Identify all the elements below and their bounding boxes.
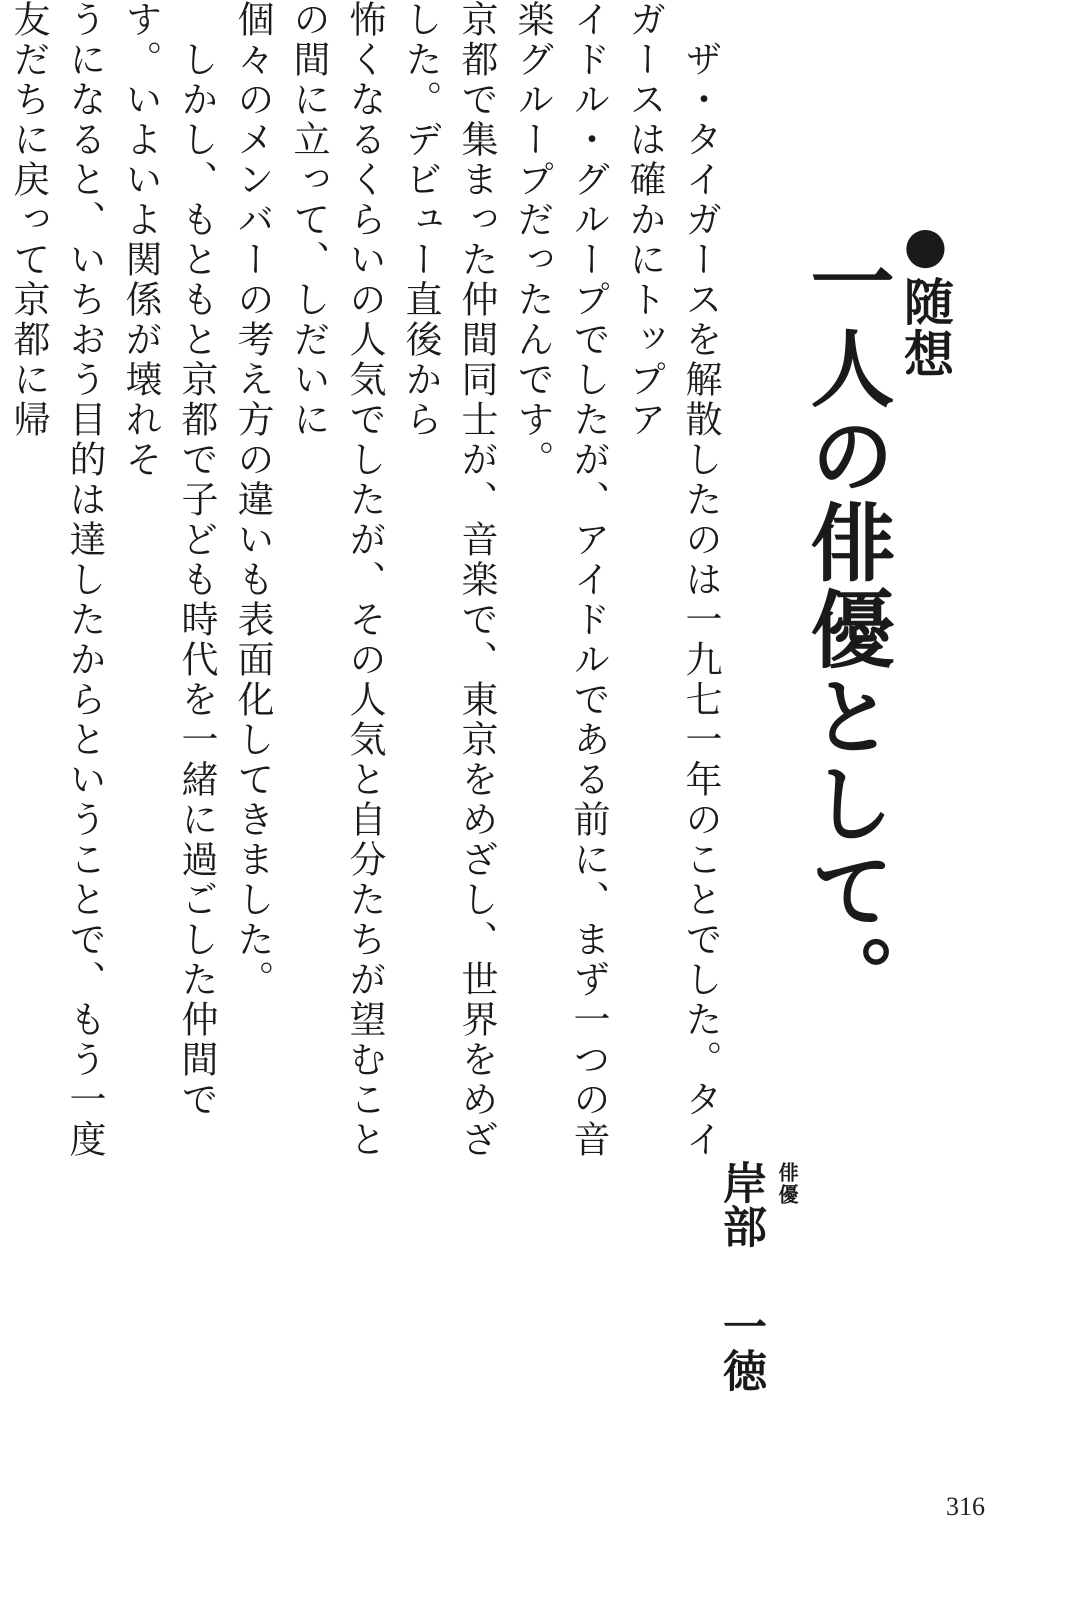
article-title: 一人の俳優として。	[797, 238, 895, 1021]
category-label: 随想	[896, 276, 955, 380]
author-name	[714, 1160, 766, 1392]
category-heading	[896, 215, 954, 380]
body-column: 京都で集まった仲間同士が、音楽で、東京をめざし、世界をめざした。デビュー直後から	[399, 0, 498, 1160]
author-family-name: 岸部	[715, 1160, 766, 1248]
body-column: うになると、いちおう目的は達したからということで、もう一度友だちに戻って京都に帰	[7, 0, 106, 1160]
bullet-icon: ●	[896, 215, 955, 276]
body-column: ザ・タイガースを解散したのは一九七一年のことでした。タイガースは確かにトップア	[623, 0, 722, 1160]
body-column: イドル・グループでしたが、アイドルである前に、まず一つの音楽グループだったんです。	[511, 0, 610, 1160]
body-column: 怖くなるくらいの人気でしたが、その人気と自分たちが望むことの間に立って、しだいに	[287, 0, 386, 1160]
body-column: 個々のメンバーの考え方の違いも表面化してきました。	[231, 0, 274, 1000]
page-number: 316	[946, 1492, 985, 1521]
author-given-name: 一徳	[715, 1304, 766, 1392]
author-role: 俳優	[775, 1162, 799, 1206]
body-column: しかし、もともと京都で子ども時代を一緒に過ごした仲間です。いよいよ関係が壊れそ	[119, 0, 218, 1120]
